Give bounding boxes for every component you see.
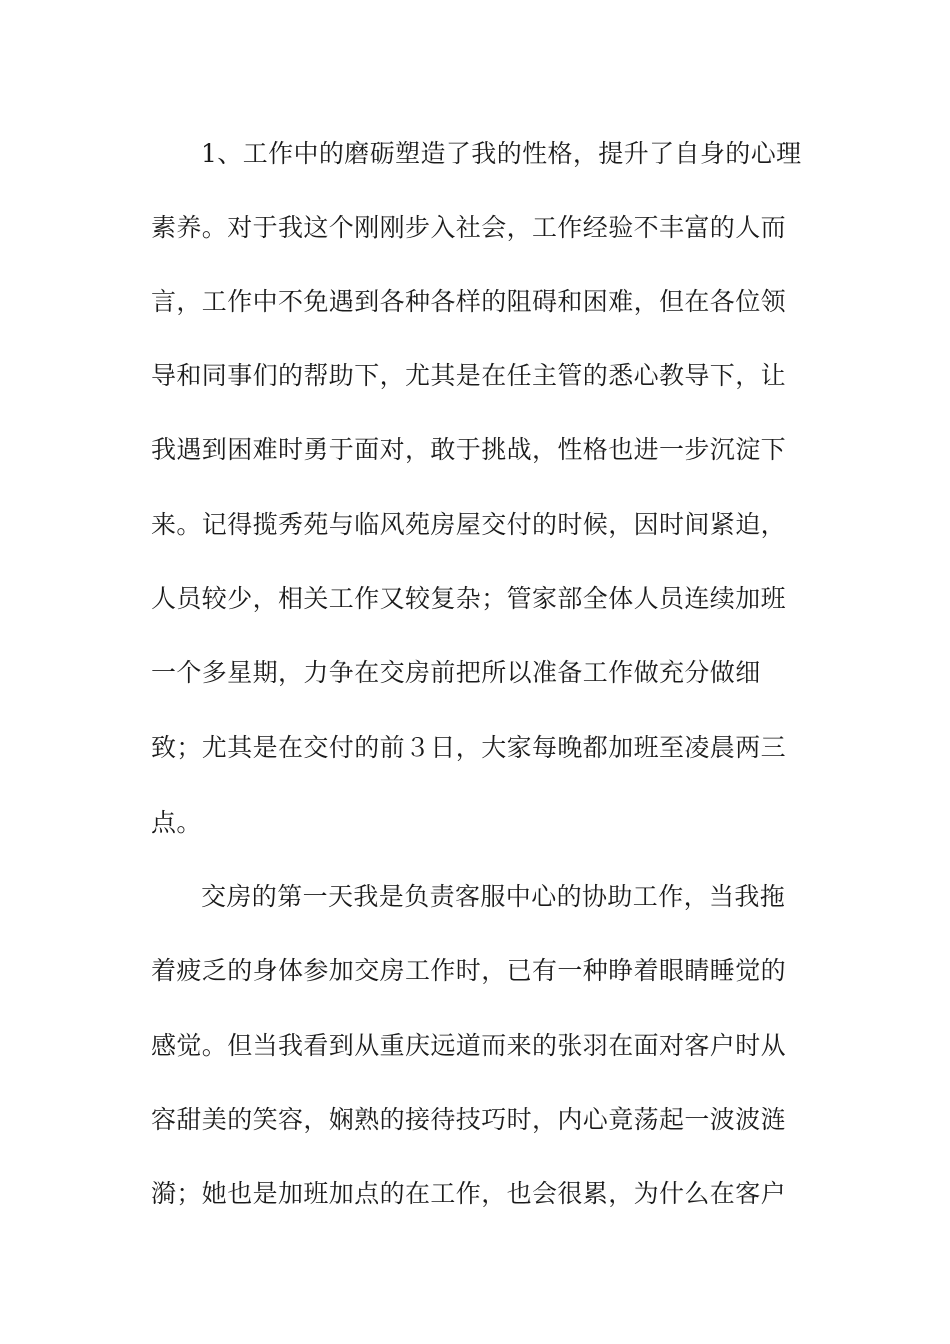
- paragraph-2-line-5: 漪；她也是加班加点的在工作，也会很累，为什么在客户: [151, 1179, 787, 1208]
- paragraph-1-line-5: 我遇到困难时勇于面对，敢于挑战，性格也进一步沉淀下: [151, 435, 787, 464]
- paragraph-1-line-9: 致；尤其是在交付的前３日，大家每晚都加班至凌晨两三: [151, 733, 787, 762]
- paragraph-1-line-2: 素养。对于我这个刚刚步入社会，工作经验不丰富的人而: [151, 213, 787, 242]
- paragraph-2-line-2: 着疲乏的身体参加交房工作时，已有一种睁着眼睛睡觉的: [151, 956, 787, 985]
- paragraph-2-line-3: 感觉。但当我看到从重庆远道而来的张羽在面对客户时从: [151, 1031, 787, 1060]
- paragraph-1-line-8: 一个多星期，力争在交房前把所以准备工作做充分做细: [151, 658, 761, 687]
- paragraph-2-line-1: 交房的第一天我是负责客服中心的协助工作，当我拖: [201, 882, 786, 911]
- paragraph-1-line-4: 导和同事们的帮助下，尤其是在任主管的悉心教导下，让: [151, 361, 787, 390]
- paragraph-1-line-6: 来。记得揽秀苑与临风苑房屋交付的时候，因时间紧迫，: [151, 510, 787, 539]
- paragraph-2-line-4: 容甜美的笑容，娴熟的接待技巧时，内心竟荡起一波波涟: [151, 1105, 787, 1134]
- paragraph-1-line-3: 言，工作中不免遇到各种各样的阻碍和困难，但在各位领: [151, 287, 787, 316]
- paragraph-1-line-7: 人员较少，相关工作又较复杂；管家部全体人员连续加班: [151, 584, 787, 613]
- paragraph-1-line-1: 1、工作中的磨砺塑造了我的性格，提升了自身的心理: [201, 139, 802, 168]
- paragraph-1-line-10: 点。: [151, 808, 202, 837]
